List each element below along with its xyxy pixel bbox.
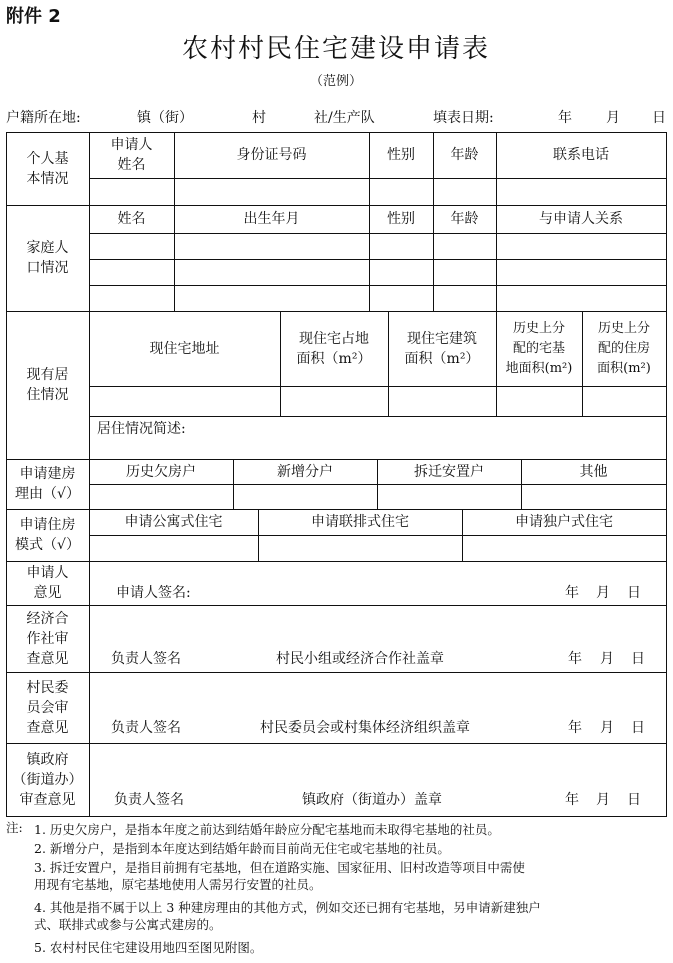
col-relationship: 与申请人关系 [539, 211, 623, 227]
family-section-label: 家庭人 口情况 [26, 240, 69, 276]
note-item-1: 1. 历史欠房户，是指本年度之前达到结婚年龄应分配宅基地而未取得宅基地的社员。 [34, 822, 500, 837]
current-housing-section-label: 现有居 住情况 [26, 367, 69, 403]
col-id-number: 身份证号码 [236, 147, 307, 163]
fill-date-label: 填表日期: [433, 110, 494, 126]
gender-field[interactable] [370, 179, 432, 204]
note-item-2: 2. 新增分户，是指到本年度达到结婚年龄而目前尚无住宅或宅基地的社员。 [34, 841, 450, 856]
housing-summary-label: 居住情况简述: [97, 421, 186, 437]
village-sign-label: 负责人签名 [111, 720, 181, 736]
date-year: 年 [558, 110, 572, 126]
notes-prefix: 注: [6, 820, 23, 835]
coop-month: 月 [600, 651, 614, 667]
applicant-name-field[interactable] [90, 179, 173, 204]
reason-section-label: 申请建房 理由（√） [15, 466, 80, 502]
note-item-3: 3. 拆迁安置户，是指目前拥有宅基地，但在道路实施、国家征用、旧村改造等项目中需使 用现有宅基地，原宅基地使用人需另行安置的社员。 [34, 860, 525, 892]
mode-apartment: 申请公寓式住宅 [124, 514, 223, 530]
town-seal-label: 镇政府（街道办）盖章 [302, 792, 442, 808]
col-hist-land-area: 历史上分 配的宅基 地面积(m²) [505, 320, 573, 376]
col-current-address: 现住宅地址 [149, 340, 220, 357]
coop-sign-label: 负责人签名 [111, 651, 181, 667]
id-number-field[interactable] [175, 179, 368, 204]
family-rows[interactable] [90, 234, 666, 310]
reason-checkboxes[interactable] [90, 485, 666, 508]
current-housing-values[interactable] [90, 387, 666, 415]
town-sign-label: 负责人签名 [114, 792, 184, 808]
reason-new-household: 新增分户 [277, 463, 333, 480]
personal-section-label: 个人基 本情况 [26, 150, 69, 187]
col-applicant-name: 申请人 姓名 [110, 137, 153, 173]
note-item-5: 5. 农村村民住宅建设用地四至图见附图。 [34, 940, 263, 955]
opinion-year: 年 [565, 585, 579, 601]
page-title: 农村村民住宅建设申请表 [181, 34, 491, 64]
team-label: 社/生产队 [314, 110, 375, 126]
town-section-label: 镇政府 （街道办） 审查意见 [12, 751, 83, 808]
col-age: 年龄 [450, 147, 479, 163]
mode-townhouse: 申请联排式住宅 [311, 514, 409, 530]
date-month: 月 [606, 110, 620, 126]
village-seal-label: 村民委员会或村集体经济组织盖章 [260, 720, 470, 736]
housing-summary-field[interactable] [190, 418, 665, 458]
date-day: 日 [652, 110, 666, 126]
applicant-sign-label: 申请人签名: [116, 585, 191, 601]
coop-section-label: 经济合 作社审 查意见 [26, 610, 69, 667]
reason-history-owed: 历史欠房户 [126, 463, 196, 480]
town-month: 月 [596, 792, 610, 808]
opinion-month: 月 [596, 585, 610, 601]
mode-detached: 申请独户式住宅 [515, 514, 613, 530]
village-month: 月 [600, 720, 614, 736]
village-day: 日 [631, 720, 645, 736]
col-land-area: 现住宅占地 面积（m²） [296, 330, 372, 367]
note-item-4: 4. 其他是指不属于以上 3 种建房理由的其他方式，例如交还已拥有宅基地，另申请新建独户 式、联排式或参与公寓式建房的。 [34, 900, 541, 932]
town-label: 镇（街） [137, 110, 193, 126]
col-birth-date: 出生年月 [243, 211, 300, 227]
col-phone: 联系电话 [553, 147, 609, 163]
age-field[interactable] [434, 179, 495, 204]
attachment-label: 附件 2 [6, 6, 61, 27]
coop-seal-label: 村民小组或经济合作社盖章 [276, 651, 444, 667]
col-hist-housing-area: 历史上分 配的住房 面积(m²) [597, 320, 651, 376]
reason-other: 其他 [579, 463, 608, 480]
village-label: 村 [252, 110, 266, 126]
col-gender: 性别 [387, 147, 415, 163]
coop-year: 年 [568, 651, 582, 667]
registry-label: 户籍所在地: [6, 110, 81, 126]
opinion-day: 日 [627, 585, 641, 601]
coop-day: 日 [631, 651, 645, 667]
col-building-area: 现住宅建筑 面积（m²） [404, 330, 480, 367]
village-section-label: 村民委 员会审 查意见 [26, 679, 69, 736]
mode-section-label: 申请住房 模式（√） [15, 517, 80, 553]
reason-relocation: 拆迁安置户 [414, 463, 484, 480]
town-day: 日 [627, 792, 641, 808]
col-family-name: 姓名 [117, 211, 146, 227]
town-year: 年 [565, 792, 579, 808]
page-subtitle: （范例） [309, 74, 363, 89]
col-family-age: 年龄 [450, 211, 479, 227]
phone-field[interactable] [497, 179, 665, 204]
opinion-section-label: 申请人 意见 [26, 565, 69, 601]
village-year: 年 [568, 720, 582, 736]
mode-checkboxes[interactable] [90, 536, 666, 560]
col-family-gender: 性别 [387, 211, 415, 227]
